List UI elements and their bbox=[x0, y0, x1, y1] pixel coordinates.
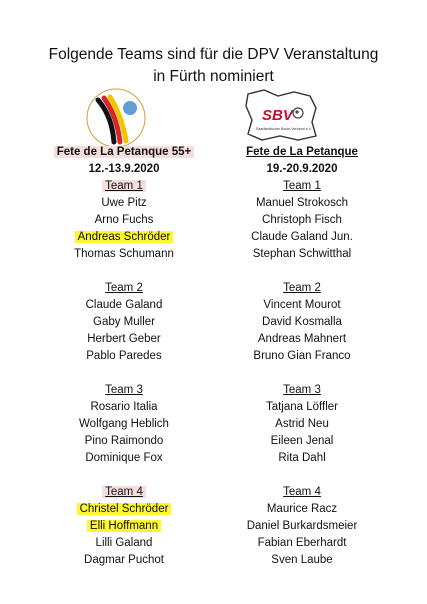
player-name: David Kosmalla bbox=[262, 316, 342, 328]
player-name: Stephan Schwitthal bbox=[252, 248, 352, 260]
player-name: Daniel Burkardsmeier bbox=[246, 520, 358, 532]
team-label: Team 1 bbox=[283, 180, 321, 192]
player-name: Rosario Italia bbox=[90, 401, 158, 413]
sbv-logo-text: SBV bbox=[262, 107, 293, 124]
player-name: Manuel Strokosch bbox=[255, 197, 349, 209]
team-label: Team 3 bbox=[105, 384, 143, 396]
sbv-logo-subtext: Saarländischer Boule-Verband e.V. bbox=[256, 127, 312, 131]
column-right bbox=[202, 144, 402, 569]
player-name: Fabian Eberhardt bbox=[257, 537, 347, 549]
player-name: Dominique Fox bbox=[85, 452, 163, 464]
dpv-logo bbox=[84, 86, 148, 150]
player-name: Tatjana Löffler bbox=[265, 401, 339, 413]
player-name: Andreas Mahnert bbox=[257, 333, 347, 345]
event-left-title bbox=[24, 144, 224, 161]
team-label: Team 4 bbox=[283, 486, 321, 498]
player-name: Arno Fuchs bbox=[94, 214, 154, 226]
player-name: Bruno Gian Franco bbox=[253, 350, 351, 362]
player-name: Astrid Neu bbox=[275, 418, 329, 430]
player-name: Thomas Schumann bbox=[74, 248, 174, 260]
player-name: Uwe Pitz bbox=[101, 197, 147, 209]
player-name: Maurice Racz bbox=[266, 503, 338, 515]
player-name: Vincent Mourot bbox=[263, 299, 341, 311]
player-name: Claude Galand bbox=[85, 299, 163, 311]
column-left bbox=[24, 144, 224, 569]
title-line-1: Folgende Teams sind für die DPV Veranstaltung bbox=[48, 46, 379, 63]
player-name: Herbert Geber bbox=[87, 333, 161, 345]
sbv-logo bbox=[240, 86, 322, 144]
team-label: Team 2 bbox=[105, 282, 143, 294]
title-line-2: in Fürth nominiert bbox=[153, 68, 274, 85]
team-label: Team 4 bbox=[24, 484, 224, 501]
player-name: Christoph Fisch bbox=[262, 214, 342, 226]
player-name: Gaby Muller bbox=[93, 316, 155, 328]
player-name: Claude Galand Jun. bbox=[251, 231, 353, 243]
player-name: Christel Schröder bbox=[24, 501, 224, 518]
event-right-dates: 19.-20.9.2020 bbox=[266, 163, 338, 175]
player-name: Elli Hoffmann bbox=[24, 518, 224, 535]
player-name: Pino Raimondo bbox=[84, 435, 164, 447]
team-label: Team 1 bbox=[24, 178, 224, 195]
player-name: Pablo Paredes bbox=[86, 350, 162, 362]
team-label: Team 3 bbox=[283, 384, 321, 396]
player-name: Dagmar Puchot bbox=[84, 554, 164, 566]
event-left-title-text: Fete de La Petanque 55+ bbox=[54, 146, 195, 158]
player-name: Lilli Galand bbox=[95, 537, 153, 549]
team-label: Team 2 bbox=[283, 282, 321, 294]
player-name: Eileen Jenal bbox=[270, 435, 334, 447]
event-left-dates: 12.-13.9.2020 bbox=[88, 163, 160, 175]
player-name: Sven Laube bbox=[271, 554, 333, 566]
player-name: Wolfgang Heblich bbox=[79, 418, 169, 430]
event-right-title: Fete de La Petanque bbox=[246, 146, 358, 158]
player-name: Andreas Schröder bbox=[24, 229, 224, 246]
player-name: Rita Dahl bbox=[278, 452, 326, 464]
